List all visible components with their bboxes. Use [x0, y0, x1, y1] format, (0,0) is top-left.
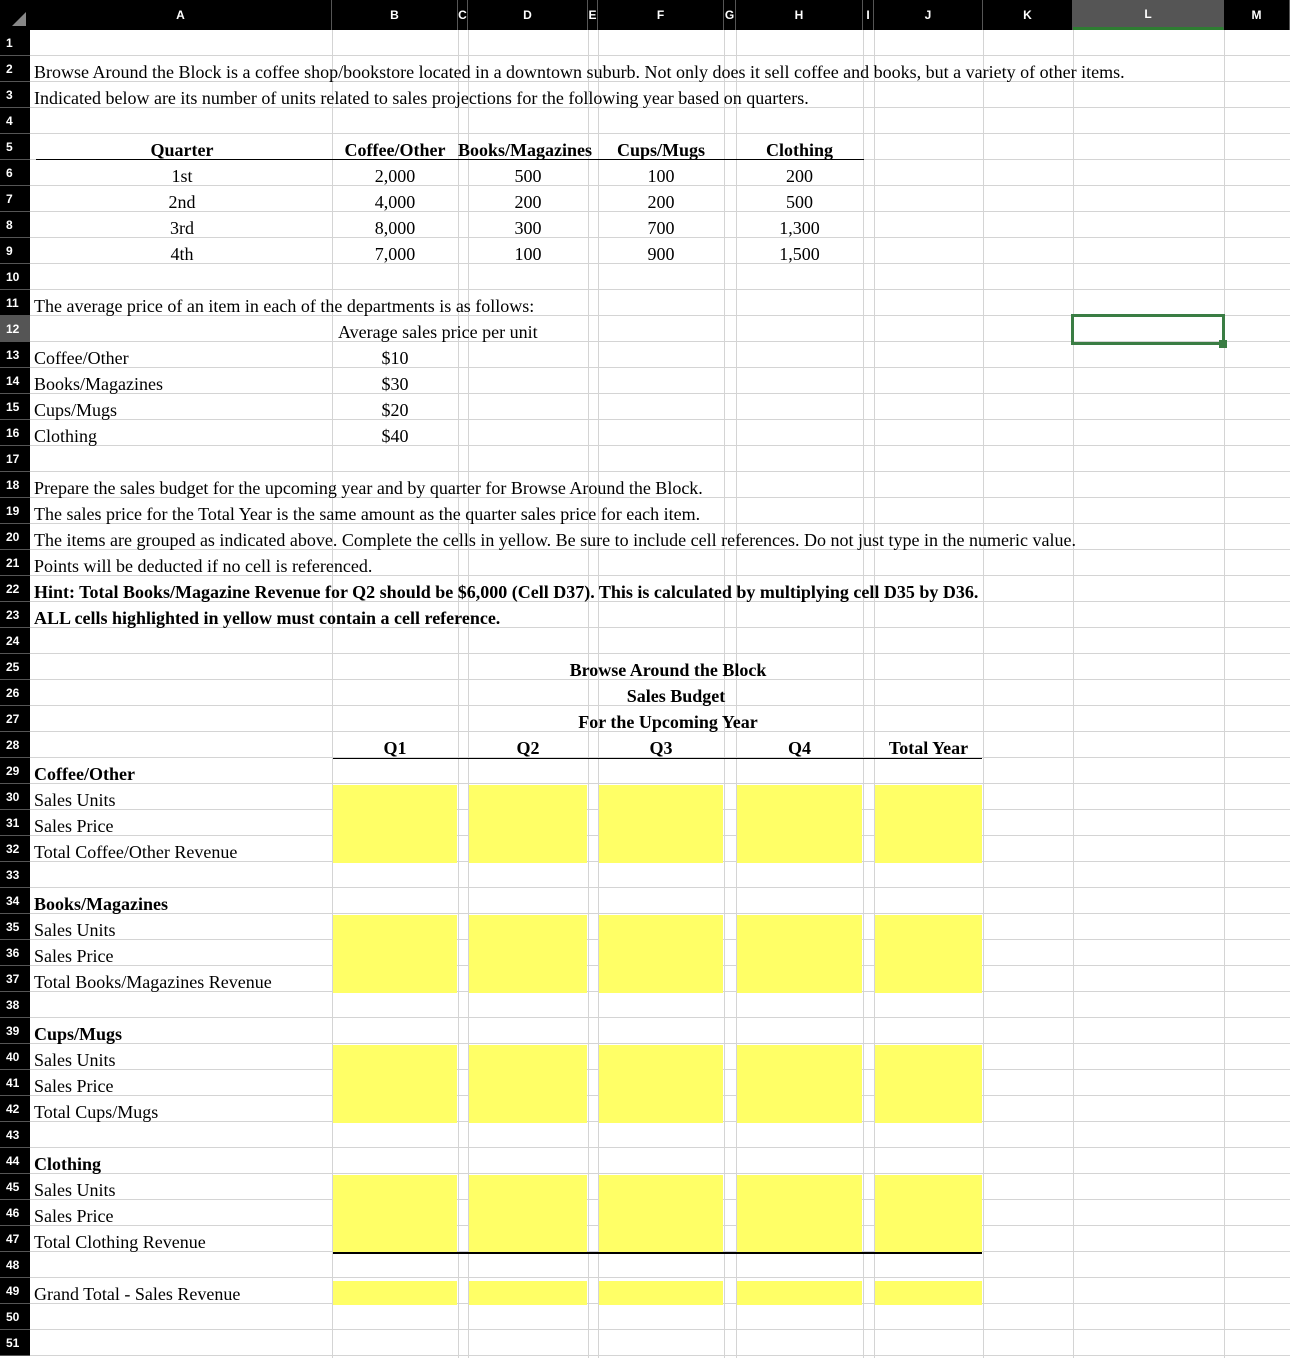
section-line: Sales Price [34, 946, 114, 966]
units-cell: 2,000 [374, 166, 416, 186]
input-cell-q3-cups[interactable] [599, 1045, 723, 1123]
units-cell: 2nd [168, 192, 196, 212]
row-header-3[interactable]: 3 [0, 82, 30, 108]
instruction-line: The items are grouped as indicated above. Complete the cells in yellow. Be sure to include cell references. Do not just type in the numeric value. [34, 530, 1076, 550]
units-cell: 500 [514, 166, 542, 186]
row-gridline [30, 419, 1290, 420]
row-header-15[interactable]: 15 [0, 394, 30, 420]
input-cell-total-clothing[interactable] [875, 1175, 982, 1253]
instruction-line: Points will be deducted if no cell is referenced. [34, 556, 373, 576]
units-cell: 100 [514, 244, 542, 264]
input-cell-q2-books[interactable] [469, 915, 587, 993]
row-header-9[interactable]: 9 [0, 238, 30, 264]
hint-line: Hint: Total Books/Magazine Revenue for Q2 should be $6,000 (Cell D37). This is calculated by multiplying cell D35 by D36. [34, 582, 979, 602]
row-header-27[interactable]: 27 [0, 706, 30, 732]
row-header-30[interactable]: 30 [0, 784, 30, 810]
row-gridline [30, 783, 1290, 784]
row-header-49[interactable]: 49 [0, 1278, 30, 1304]
row-gridline [30, 367, 1290, 368]
select-all-icon [12, 12, 26, 26]
section-line: Sales Units [34, 920, 116, 940]
column-header-e[interactable]: E [588, 0, 598, 30]
budget-col-q1: Q1 [383, 738, 407, 758]
input-cell-q3-coffee[interactable] [599, 785, 723, 863]
units-cell: 7,000 [374, 244, 416, 264]
row-header-33[interactable]: 33 [0, 862, 30, 888]
units-cell: 1,500 [779, 244, 820, 264]
units-cell: 200 [786, 166, 813, 186]
section-title: Books/Magazines [34, 894, 169, 914]
row-header-1[interactable]: 1 [0, 30, 30, 56]
column-header-d[interactable]: D [468, 0, 588, 30]
row-header-14[interactable]: 14 [0, 368, 30, 394]
row-header-17[interactable]: 17 [0, 446, 30, 472]
column-header-c[interactable]: C [458, 0, 468, 30]
hint-line: ALL cells highlighted in yellow must contain a cell reference. [34, 608, 501, 628]
units-cell: 200 [514, 192, 542, 212]
row-header-36[interactable]: 36 [0, 940, 30, 966]
units-cell: 4th [170, 244, 194, 264]
budget-total-underline [333, 1252, 982, 1254]
row-header-21[interactable]: 21 [0, 550, 30, 576]
section-line: Sales Price [34, 1206, 114, 1226]
row-header-42[interactable]: 42 [0, 1096, 30, 1122]
row-gridline [30, 471, 1290, 472]
row-gridline [30, 393, 1290, 394]
row-header-5[interactable]: 5 [0, 134, 30, 160]
row-header-41[interactable]: 41 [0, 1070, 30, 1096]
column-header-k[interactable]: K [983, 0, 1073, 30]
column-gridline [983, 30, 984, 1358]
column-header-b[interactable]: B [332, 0, 458, 30]
input-cell-q1-books[interactable] [333, 915, 457, 993]
budget-col-q3: Q3 [649, 738, 673, 758]
units-header-books: Books/Magazines [458, 140, 593, 160]
input-cell-q3-grand-total[interactable] [599, 1281, 723, 1305]
input-cell-q1-grand-total[interactable] [333, 1281, 457, 1305]
budget-title-3: For the Upcoming Year [578, 712, 758, 732]
row-header-24[interactable]: 24 [0, 628, 30, 654]
input-cell-total-coffee[interactable] [875, 785, 982, 863]
section-line: Total Clothing Revenue [34, 1232, 206, 1252]
input-cell-q3-clothing[interactable] [599, 1175, 723, 1253]
price-label: Coffee/Other [34, 348, 129, 368]
units-header-coffee: Coffee/Other [344, 140, 446, 160]
units-cell: 1,300 [779, 218, 820, 238]
units-cell: 200 [647, 192, 675, 212]
units-cell: 900 [647, 244, 675, 264]
input-cell-q1-coffee[interactable] [333, 785, 457, 863]
row-gridline [30, 55, 1290, 56]
units-cell: 500 [786, 192, 813, 212]
row-gridline [30, 1277, 1290, 1278]
units-header-cups: Cups/Mugs [616, 140, 706, 160]
column-header-g[interactable]: G [724, 0, 736, 30]
row-header-29[interactable]: 29 [0, 758, 30, 784]
instruction-line: The sales price for the Total Year is the same amount as the quarter sales price for each item. [34, 504, 701, 524]
budget-title-2: Sales Budget [626, 686, 726, 706]
row-header-44[interactable]: 44 [0, 1148, 30, 1174]
row-gridline [30, 913, 1290, 914]
column-header-h[interactable]: H [736, 0, 863, 30]
row-gridline [30, 1017, 1290, 1018]
row-header-37[interactable]: 37 [0, 966, 30, 992]
row-header-46[interactable]: 46 [0, 1200, 30, 1226]
row-gridline [30, 445, 1290, 446]
units-cell: 8,000 [374, 218, 416, 238]
price-header: Average sales price per unit [338, 322, 538, 342]
column-gridline [458, 30, 459, 1358]
input-cell-q4-grand-total[interactable] [737, 1281, 862, 1305]
row-gridline [30, 1355, 1290, 1356]
input-cell-total-grand-total[interactable] [875, 1281, 982, 1305]
row-header-38[interactable]: 38 [0, 992, 30, 1018]
section-line: Sales Units [34, 1180, 116, 1200]
units-cell: 1st [171, 166, 193, 186]
row-header-12[interactable]: 12 [0, 316, 30, 342]
input-cell-q3-books[interactable] [599, 915, 723, 993]
row-header-34[interactable]: 34 [0, 888, 30, 914]
section-line: Sales Units [34, 1050, 116, 1070]
input-cell-q4-clothing[interactable] [737, 1175, 862, 1253]
row-header-4[interactable]: 4 [0, 108, 30, 134]
input-cell-q2-coffee[interactable] [469, 785, 587, 863]
row-header-18[interactable]: 18 [0, 472, 30, 498]
row-header-51[interactable]: 51 [0, 1330, 30, 1356]
units-cell: 300 [514, 218, 542, 238]
budget-col-total: Total Year [888, 738, 969, 758]
row-gridline [30, 653, 1290, 654]
row-header-6[interactable]: 6 [0, 160, 30, 186]
row-gridline [30, 289, 1290, 290]
section-line: Sales Units [34, 790, 116, 810]
input-cell-q4-cups[interactable] [737, 1045, 862, 1123]
row-header-48[interactable]: 48 [0, 1252, 30, 1278]
row-gridline [30, 1173, 1290, 1174]
select-all-corner[interactable] [0, 0, 30, 30]
instruction-line: Prepare the sales budget for the upcoming year and by quarter for Browse Around the Block. [34, 478, 703, 498]
input-cell-q1-clothing[interactable] [333, 1175, 457, 1253]
input-cell-total-books[interactable] [875, 915, 982, 993]
input-cell-q2-grand-total[interactable] [469, 1281, 587, 1305]
intro-line-2: Indicated below are its number of units related to sales projections for the following year based on quarters. [34, 88, 809, 108]
section-line: Total Cups/Mugs [34, 1102, 159, 1122]
row-header-2[interactable]: 2 [0, 56, 30, 82]
column-gridline [1224, 30, 1225, 1358]
row-header-7[interactable]: 7 [0, 186, 30, 212]
price-value: $30 [381, 374, 409, 394]
column-header-l[interactable]: L [1073, 0, 1224, 30]
row-header-22[interactable]: 22 [0, 576, 30, 602]
column-header-a[interactable]: A [30, 0, 332, 30]
active-cell-selection[interactable] [1071, 314, 1225, 345]
input-cell-q2-clothing[interactable] [469, 1175, 587, 1253]
row-header-45[interactable]: 45 [0, 1174, 30, 1200]
price-value: $10 [381, 348, 409, 368]
row-header-11[interactable]: 11 [0, 290, 30, 316]
row-gridline [30, 133, 1290, 134]
input-cell-q4-coffee[interactable] [737, 785, 862, 863]
row-header-35[interactable]: 35 [0, 914, 30, 940]
input-cell-q1-cups[interactable] [333, 1045, 457, 1123]
budget-title-1: Browse Around the Block [569, 660, 767, 680]
section-line: Total Coffee/Other Revenue [34, 842, 238, 862]
price-label: Cups/Mugs [34, 400, 118, 420]
column-header-j[interactable]: J [874, 0, 983, 30]
column-header-i[interactable]: I [863, 0, 874, 30]
row-header-43[interactable]: 43 [0, 1122, 30, 1148]
units-cell: 4,000 [374, 192, 416, 212]
row-header-23[interactable]: 23 [0, 602, 30, 628]
fill-handle[interactable] [1219, 340, 1227, 348]
price-label: Clothing [34, 426, 98, 446]
column-gridline [1073, 30, 1074, 1358]
row-header-8[interactable]: 8 [0, 212, 30, 238]
column-header-f[interactable]: F [598, 0, 724, 30]
price-intro: The average price of an item in each of the departments is as follows: [34, 296, 535, 316]
section-title: Clothing [34, 1154, 102, 1174]
row-header-16[interactable]: 16 [0, 420, 30, 446]
grand-total-label: Grand Total - Sales Revenue [34, 1284, 241, 1304]
units-cell: 100 [647, 166, 675, 186]
budget-col-q4: Q4 [787, 738, 811, 758]
column-header-m[interactable]: M [1224, 0, 1290, 30]
price-value: $20 [381, 400, 409, 420]
row-gridline [30, 1329, 1290, 1330]
units-header-clothing: Clothing [765, 140, 834, 160]
row-header-28[interactable]: 28 [0, 732, 30, 758]
intro-line-1: Browse Around the Block is a coffee shop/bookstore located in a downtown suburb. Not only does it sell coffee and books, but a variety of other items. [34, 62, 1125, 82]
units-header-quarter: Quarter [150, 140, 214, 160]
input-cell-q4-books[interactable] [737, 915, 862, 993]
price-value: $40 [381, 426, 409, 446]
input-cell-q2-cups[interactable] [469, 1045, 587, 1123]
row-header-50[interactable]: 50 [0, 1304, 30, 1330]
row-header-19[interactable]: 19 [0, 498, 30, 524]
row-gridline [30, 1147, 1290, 1148]
section-line: Total Books/Magazines Revenue [34, 972, 272, 992]
input-cell-total-cups[interactable] [875, 1045, 982, 1123]
row-header-47[interactable]: 47 [0, 1226, 30, 1252]
budget-col-q2: Q2 [516, 738, 540, 758]
section-line: Sales Price [34, 1076, 114, 1096]
row-gridline [30, 1043, 1290, 1044]
row-header-26[interactable]: 26 [0, 680, 30, 706]
row-header-20[interactable]: 20 [0, 524, 30, 550]
row-header-40[interactable]: 40 [0, 1044, 30, 1070]
row-header-39[interactable]: 39 [0, 1018, 30, 1044]
row-header-10[interactable]: 10 [0, 264, 30, 290]
section-line: Sales Price [34, 816, 114, 836]
row-header-32[interactable]: 32 [0, 836, 30, 862]
section-title: Coffee/Other [34, 764, 135, 784]
price-label: Books/Magazines [34, 374, 163, 394]
units-cell: 3rd [170, 218, 194, 238]
section-title: Cups/Mugs [34, 1024, 123, 1044]
row-header-31[interactable]: 31 [0, 810, 30, 836]
row-gridline [30, 887, 1290, 888]
units-cell: 700 [647, 218, 675, 238]
row-header-25[interactable]: 25 [0, 654, 30, 680]
row-header-13[interactable]: 13 [0, 342, 30, 368]
